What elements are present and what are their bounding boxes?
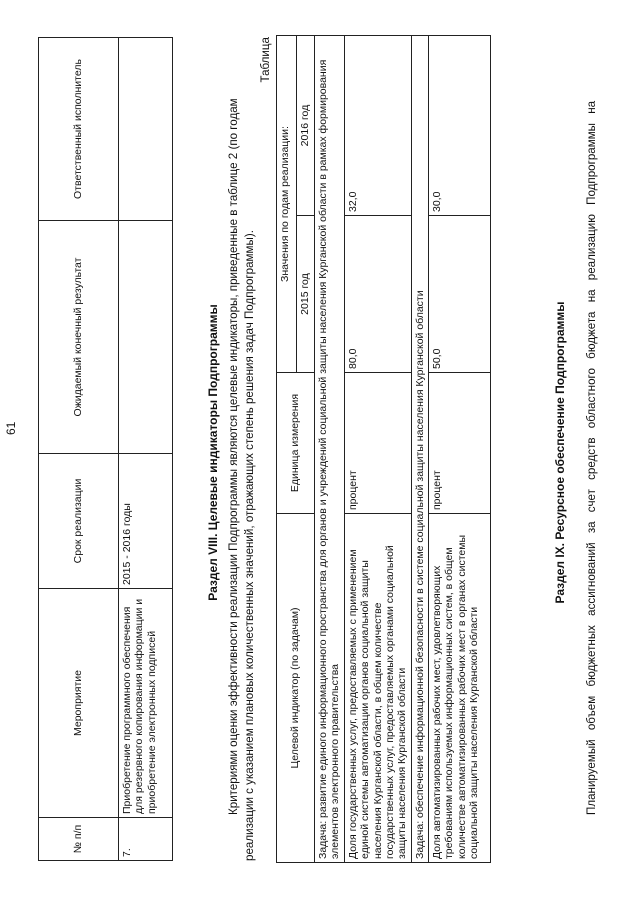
unit-1: процент bbox=[344, 373, 411, 514]
col-responsible-header: Ответственный исполнитель bbox=[39, 38, 119, 221]
activities-table bbox=[38, 37, 173, 861]
row-period: 2015 - 2016 годы bbox=[119, 454, 173, 589]
value-2-2016: 30,0 bbox=[429, 36, 491, 216]
table-row bbox=[119, 38, 173, 861]
row-num: 7. bbox=[119, 818, 173, 861]
row-result bbox=[119, 221, 173, 454]
table-row bbox=[315, 36, 345, 863]
indicator-2: Доля автоматизированных рабочих мест, удовлетворяющих требованиям используемых информационных систем, в общем количестве автоматизированных рабочих мест в органах системы социальной защиты населения Курганской области bbox=[429, 514, 491, 863]
col-period-header: Срок реализации bbox=[39, 454, 119, 589]
indicator-1: Доля государственных услуг, предоставляемых с применением единой системы автоматизации органов социальной защиты населения Курганской области, в общем количестве государственных услуг, предоставляемых органами социальной защиты населения Курганской области bbox=[344, 514, 411, 863]
col-result-header: Ожидаемый конечный результат bbox=[39, 221, 119, 454]
table-label: Таблица bbox=[259, 37, 272, 83]
value-1-2015: 80,0 bbox=[344, 216, 411, 373]
col-num-header: № п/п bbox=[39, 818, 119, 861]
section-8-paragraph: Критериями оценки эффективности реализации Подпрограммы являются целевые индикаторы, приведенные в таблице 2 (по годам реализации с указанием плановых количественных значений, отражающих степень решения задач Подпрограммы). bbox=[227, 98, 256, 861]
row-responsible bbox=[119, 38, 173, 221]
section-9-paragraph: Планируемый объем бюджетных ассигнований за счет средств областного бюджета на реализацию Подпрограммы на bbox=[585, 100, 598, 815]
unit-2: процент bbox=[429, 373, 491, 514]
table-row bbox=[344, 36, 411, 863]
indicator-header: Целевой индикатор (по задачам) bbox=[277, 514, 315, 863]
unit-header: Единица измерения bbox=[277, 373, 315, 514]
section-9-title: Раздел IX. Ресурсное обеспечение Подпрограммы bbox=[553, 301, 567, 604]
table-row bbox=[411, 36, 428, 863]
task-2: Задача: обеспечение информационной безопасности в системе социальной защиты населения Курганской области bbox=[411, 36, 428, 863]
page-number: 61 bbox=[4, 421, 18, 435]
year-2016-header: 2016 год bbox=[297, 36, 315, 216]
row-activity: Приобретение программного обеспечения для резервного копирования информации и приобретение электронных подписей bbox=[119, 589, 173, 818]
col-activity-header: Мероприятие bbox=[39, 589, 119, 818]
values-header: Значения по годам реализации: bbox=[277, 36, 297, 373]
section-8-title: Раздел VIII. Целевые индикаторы Подпрограммы bbox=[206, 304, 220, 601]
value-2-2015: 50,0 bbox=[429, 216, 491, 373]
task-1: Задача: развитие единого информационного пространства для органов и учреждений социальной защиты населения Курганской области в рамках формирования элементов электронного правительства bbox=[315, 36, 345, 863]
table-row bbox=[429, 36, 491, 863]
value-1-2016: 32,0 bbox=[344, 36, 411, 216]
indicators-table bbox=[276, 35, 491, 863]
year-2015-header: 2015 год bbox=[297, 216, 315, 373]
